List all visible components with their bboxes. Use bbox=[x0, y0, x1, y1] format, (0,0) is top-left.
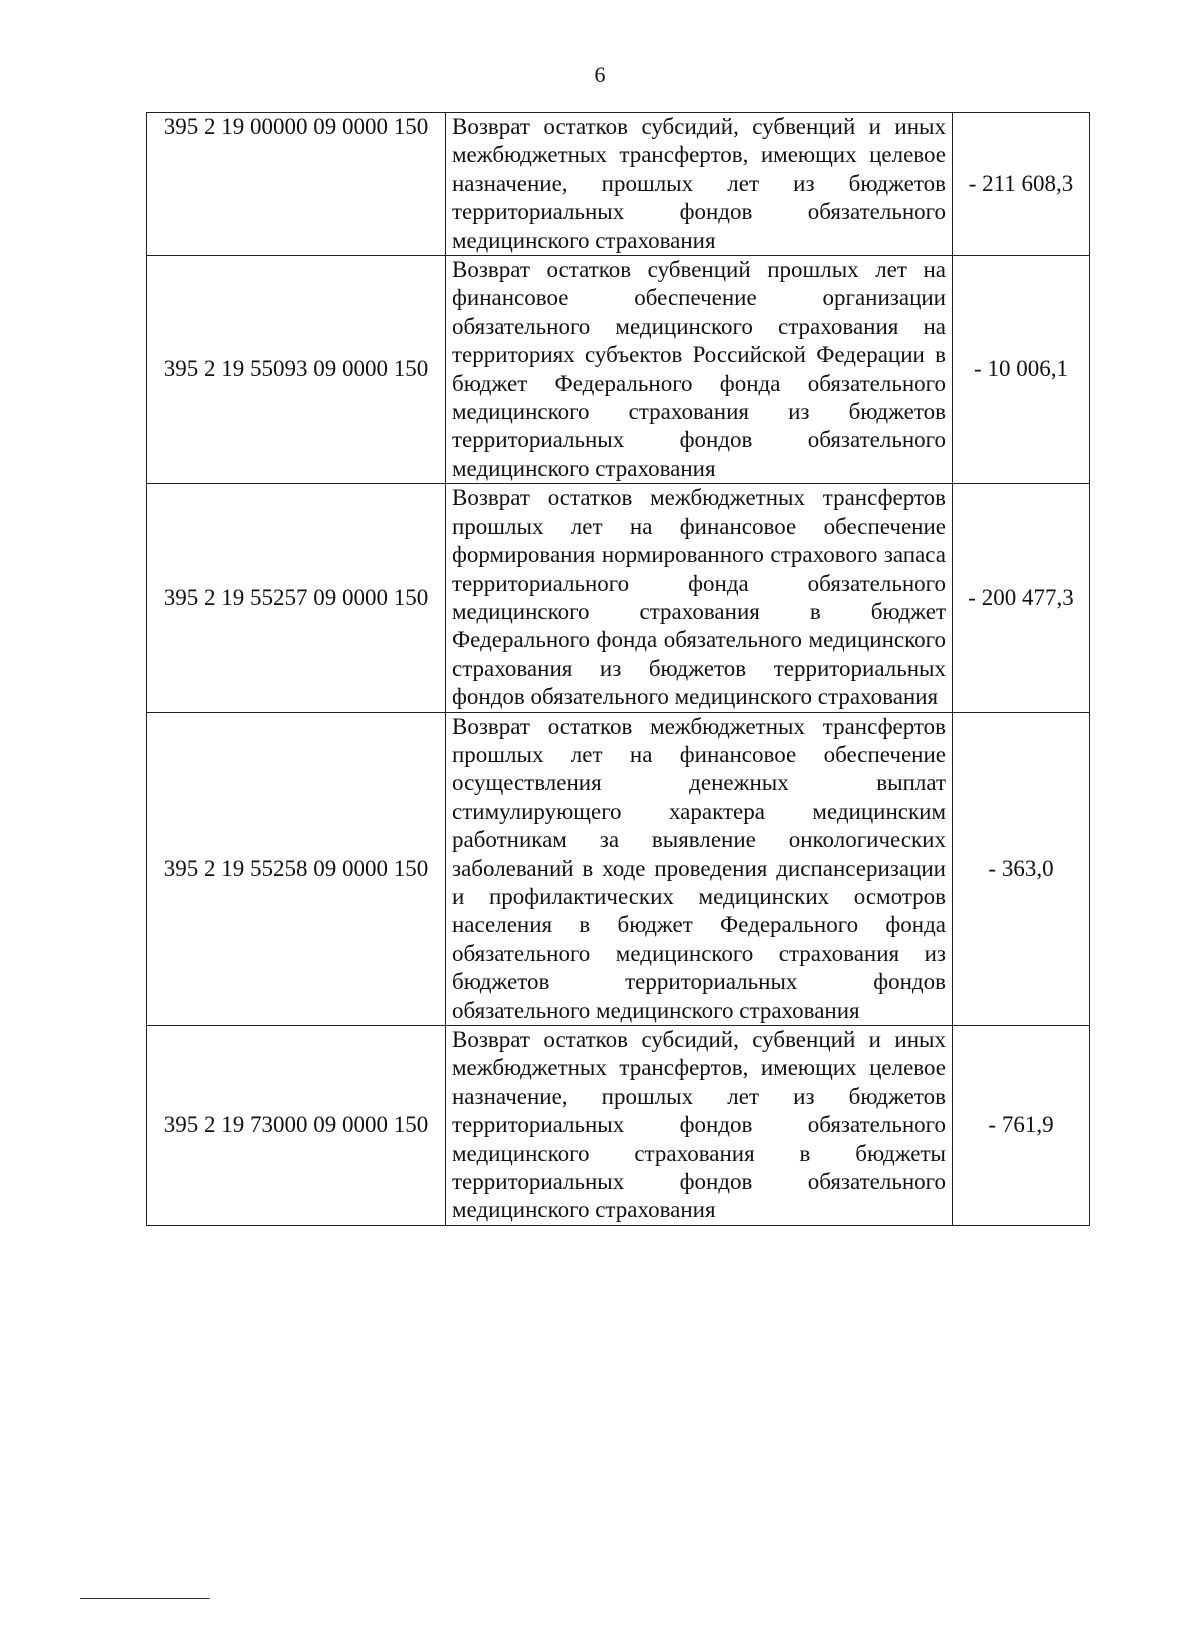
budget-table bbox=[146, 112, 1090, 1226]
amount-cell: - 363,0 bbox=[953, 712, 1090, 1025]
description-cell: Возврат остатков межбюджетных трансфертов прошлых лет на финансовое обеспечение осуществления денежных выплат стимулирующего характера медицинским работникам за выявление онкологических заболеваний в ходе проведения диспансеризации и профилактических медицинских осмотров населения в бюджет Федерального фонда обязательного медицинского страхования из бюджетов территориальных фондов обязательного медицинского страхования bbox=[446, 712, 953, 1025]
amount-cell: - 211 608,3 bbox=[953, 113, 1090, 256]
description-cell: Возврат остатков субсидий, субвенций и иных межбюджетных трансфертов, имеющих целевое назначение, прошлых лет из бюджетов территориальных фондов обязательного медицинского страхования bbox=[446, 113, 953, 256]
table-row bbox=[147, 113, 1090, 256]
page-number: 6 bbox=[594, 62, 606, 87]
amount-cell: - 200 477,3 bbox=[953, 484, 1090, 712]
amount-cell: - 761,9 bbox=[953, 1026, 1090, 1226]
table-row bbox=[147, 484, 1090, 712]
budget-table-body bbox=[147, 113, 1090, 1226]
description-cell: Возврат остатков межбюджетных трансфертов прошлых лет на финансовое обеспечение формирования нормированного страхового запаса территориального фонда обязательного медицинского страхования в бюджет Федерального фонда обязательного медицинского страхования из бюджетов территориальных фондов обязательного медицинского страхования bbox=[446, 484, 953, 712]
amount-cell: - 10 006,1 bbox=[953, 256, 1090, 484]
table-row bbox=[147, 712, 1090, 1025]
footnote-separator-line bbox=[80, 1598, 210, 1599]
table-row bbox=[147, 256, 1090, 484]
budget-code-cell: 395 2 19 55258 09 0000 150 bbox=[147, 712, 446, 1025]
budget-code-cell: 395 2 19 00000 09 0000 150 bbox=[147, 113, 446, 256]
budget-code-cell: 395 2 19 55093 09 0000 150 bbox=[147, 256, 446, 484]
description-cell: Возврат остатков субсидий, субвенций и иных межбюджетных трансфертов, имеющих целевое назначение, прошлых лет из бюджетов территориальных фондов обязательного медицинского страхования в бюджеты территориальных фондов обязательного медицинского страхования bbox=[446, 1026, 953, 1226]
budget-code-cell: 395 2 19 73000 09 0000 150 bbox=[147, 1026, 446, 1226]
description-cell: Возврат остатков субвенций прошлых лет на финансовое обеспечение организации обязательного медицинского страхования на территориях субъектов Российской Федерации в бюджет Федерального фонда обязательного медицинского страхования из бюджетов территориальных фондов обязательного медицинского страхования bbox=[446, 256, 953, 484]
budget-code-cell: 395 2 19 55257 09 0000 150 bbox=[147, 484, 446, 712]
table-row bbox=[147, 1026, 1090, 1226]
